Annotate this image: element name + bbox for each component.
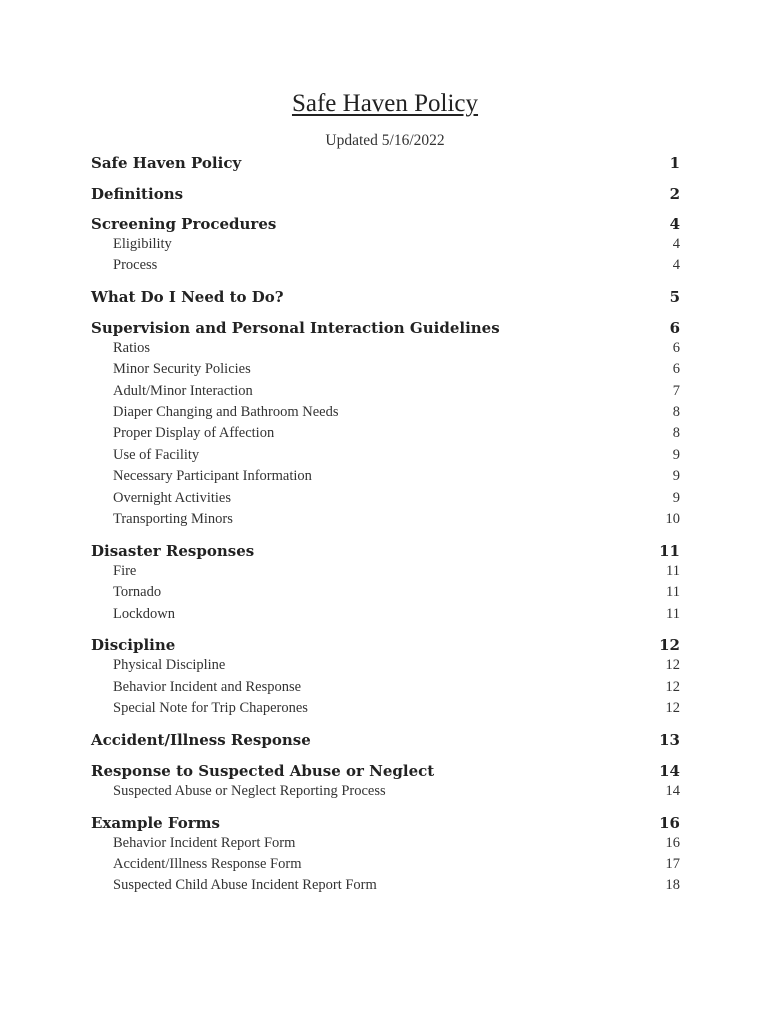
toc-section-label: Safe Haven Policy [91,154,242,172]
toc-subsection[interactable] [91,700,680,721]
toc-page-number: 16 [665,834,680,851]
toc-section[interactable] [91,215,680,236]
toc-subsection-label: Diaper Changing and Bathroom Needs [113,403,339,420]
toc-page-number: 6 [669,318,680,337]
toc-page-number: 13 [659,731,680,750]
toc-subsection[interactable] [91,468,680,489]
toc-subsection-label: Use of Facility [113,446,200,463]
toc-page-number: 8 [672,425,680,442]
toc-page-number: 12 [659,636,680,655]
toc-subsection[interactable] [91,447,680,468]
toc-page-number: 17 [665,855,680,872]
toc-page-number: 9 [672,489,680,506]
toc-subsection[interactable] [91,835,680,856]
toc-subsection-label: Eligibility [113,236,172,252]
toc-section[interactable] [91,762,680,783]
toc-section-label: Accident/Illness Response [91,731,311,750]
toc-page-number: 2 [669,184,680,203]
toc-page-number: 12 [665,657,680,674]
toc-page-number: 12 [665,700,680,717]
toc-section-label: Discipline [91,636,176,655]
toc-subsection-label: Tornado [113,584,162,601]
toc-section[interactable] [91,636,680,657]
toc-subsection-label: Transporting Minors [113,510,233,527]
toc-subsection-label: Proper Display of Affection [113,425,275,442]
toc-subsection-label: Physical Discipline [113,657,226,674]
toc-page-number: 4 [669,215,680,233]
toc-section[interactable] [91,154,680,175]
toc-section[interactable] [91,319,680,340]
toc-page-number: 14 [659,761,680,780]
toc-subsection[interactable] [91,490,680,511]
toc-page-number: 10 [665,510,680,527]
toc-section-label: Definitions [91,184,184,203]
toc-page-number: 11 [666,605,680,622]
toc-page-number: 11 [666,584,680,601]
toc-subsection[interactable] [91,361,680,382]
toc-section[interactable] [91,542,680,563]
toc-subsection-label: Special Note for Trip Chaperones [113,700,308,717]
toc-subsection-label: Ratios [113,339,151,356]
toc-page-number: 11 [659,541,680,560]
toc-page-number: 12 [665,678,680,695]
toc-page-number: 7 [672,382,680,399]
toc-page-number: 8 [672,403,680,420]
toc-section[interactable] [91,185,680,206]
toc-page-number: 9 [672,446,680,463]
toc-page-number: 16 [659,813,680,832]
page-title: Safe Haven Policy [291,90,479,117]
toc-subsection[interactable] [91,783,680,804]
toc-page-number: 6 [672,361,680,378]
toc-subsection[interactable] [91,236,680,257]
toc-subsection[interactable] [91,511,680,532]
toc-subsection[interactable] [91,584,680,605]
toc-subsection[interactable] [91,383,680,404]
toc-subsection-label: Suspected Child Abuse Incident Report Form [113,877,377,894]
toc-subsection[interactable] [91,257,680,278]
toc-subsection[interactable] [91,340,680,361]
toc-subsection-label: Behavior Incident Report Form [113,834,296,851]
updated-date: Updated 5/16/2022 [325,132,445,149]
toc-page-number: 14 [665,782,680,799]
toc-subsection-label: Adult/Minor Interaction [113,382,253,399]
toc-subsection-label: Lockdown [113,605,176,622]
toc-section-label: Response to Suspected Abuse or Neglect [91,761,435,780]
toc-subsection-label: Minor Security Policies [113,361,251,378]
toc-subsection-label: Accident/Illness Response Form [113,855,302,872]
toc-subsection-label: Behavior Incident and Response [113,678,302,695]
toc-section-label: Supervision and Personal Interaction Guidelines [91,318,500,337]
toc-subsection[interactable] [91,856,680,877]
toc-page-number: 9 [672,468,680,485]
toc-subsection[interactable] [91,425,680,446]
toc-subsection-label: Process [113,257,158,274]
toc-page-number: 1 [669,154,680,172]
toc-subsection-label: Overnight Activities [113,489,231,506]
toc-subsection[interactable] [91,563,680,584]
toc-page-number: 6 [672,339,680,356]
toc-subsection-label: Suspected Abuse or Neglect Reporting Process [113,782,386,799]
toc-subsection-label: Fire [113,562,137,579]
toc-page-number: 11 [666,562,680,579]
table-of-contents [91,154,680,899]
toc-section[interactable] [91,814,680,835]
toc-section[interactable] [91,288,680,309]
toc-subsection[interactable] [91,657,680,678]
toc-section[interactable] [91,731,680,752]
toc-subsection-label: Necessary Participant Information [113,468,312,485]
toc-page-number: 4 [672,236,680,252]
toc-subsection[interactable] [91,877,680,898]
toc-subsection[interactable] [91,606,680,627]
toc-section-label: What Do I Need to Do? [91,288,284,307]
toc-section-label: Disaster Responses [91,541,255,560]
toc-page-number: 5 [669,288,680,307]
toc-page-number: 18 [665,877,680,894]
toc-subsection[interactable] [91,404,680,425]
toc-subsection[interactable] [91,679,680,700]
toc-section-label: Example Forms [91,813,220,832]
toc-page-number: 4 [672,257,680,274]
toc-section-label: Screening Procedures [91,215,277,233]
